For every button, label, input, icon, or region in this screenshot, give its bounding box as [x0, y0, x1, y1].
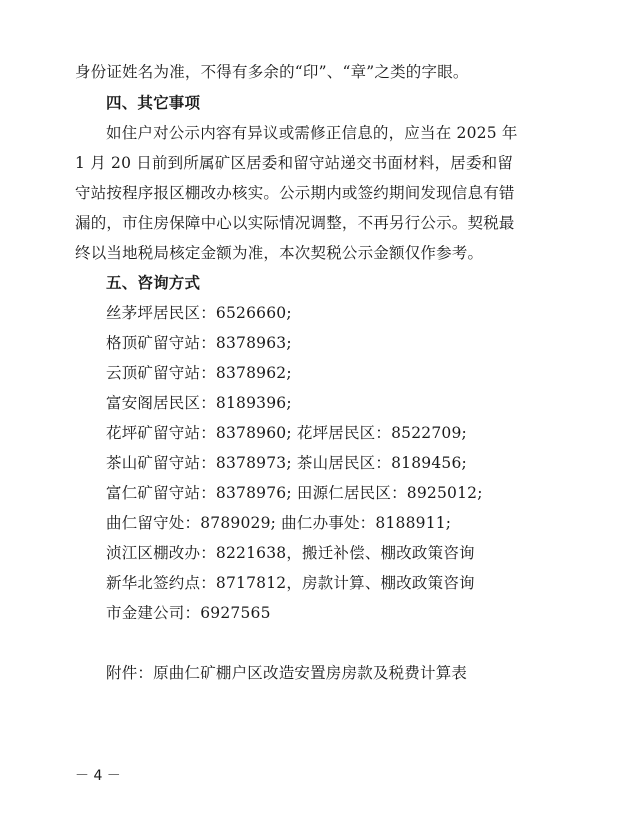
contact-line: 富安阁居民区：8189396; — [106, 394, 292, 412]
paragraph-line: 1 月 20 日前到所属矿区居委和留守站递交书面材料，居委和留 — [75, 154, 514, 172]
section-heading-contact: 五、咨询方式 — [106, 274, 201, 292]
section-heading-other-matters: 四、其它事项 — [106, 94, 201, 112]
contact-line: 茶山矿留守站：8378973; 茶山居民区：8189456; — [106, 454, 467, 472]
paragraph-line: 漏的，市住房保障中心以实际情况调整，不再另行公示。契税最 — [75, 214, 515, 232]
contact-line: 丝茅坪居民区：6526660; — [106, 304, 292, 322]
page-number: － 4 － — [75, 768, 121, 784]
paragraph-line: 守站按程序报区棚改办核实。公示期内或签约期间发现信息有错 — [75, 184, 515, 202]
contact-line: 新华北签约点：8717812，房款计算、棚改政策咨询 — [106, 574, 475, 592]
contact-line: 花坪矿留守站：8378960; 花坪居民区：8522709; — [106, 424, 467, 442]
contact-line: 云顶矿留守站：8378962; — [106, 364, 292, 382]
contact-line: 市金建公司：6927565 — [106, 604, 271, 622]
contact-line: 浈江区棚改办：8221638，搬迁补偿、棚改政策咨询 — [106, 544, 475, 562]
contact-line: 富仁矿留守站：8378976; 田源仁居民区：8925012; — [106, 484, 483, 502]
attachment-line: 附件：原曲仁矿棚户区改造安置房房款及税费计算表 — [106, 664, 468, 682]
contact-line: 曲仁留守处：8789029; 曲仁办事处：8188911; — [106, 514, 452, 532]
contact-line: 格顶矿留守站：8378963; — [106, 334, 292, 352]
paragraph-line: 终以当地税局核定金额为准，本次契税公示金额仅作参考。 — [75, 244, 484, 262]
paragraph-line: 如住户对公示内容有异议或需修正信息的，应当在 2025 年 — [106, 124, 518, 142]
body-line-id-name: 身份证姓名为准，不得有多余的“印”、“章”之类的字眼。 — [75, 63, 469, 81]
